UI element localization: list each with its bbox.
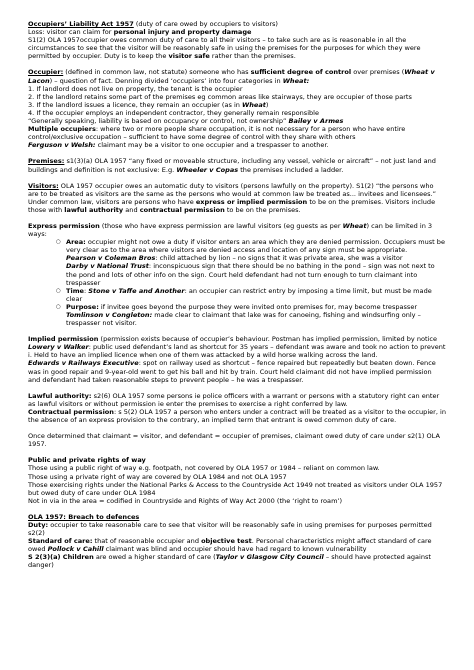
standard-of-care: Standard of care: that of reasonable occupier and objective test. Personal characteristics might affect standard of care owed Pollock v Cahill claimant was blind and occupier should have had regard to known vulnerability — [28, 537, 432, 554]
heading-ola-1957: Occupiers’ Liability Act 1957 — [28, 20, 134, 28]
express-permission-limits — [28, 238, 446, 254]
limit-purpose: ○ Purpose: if invitee goes beyond the purpose they were invited onto premises for, may become trespasser — [66, 303, 446, 311]
express-permission: Express permission (those who have express permission are lawful visitors (eg guests as per Wheat) can be limited in 3 ways: — [28, 221, 433, 239]
occupier-category-2: 2. If the landlord retains some part of the premises eg common areas like stairways, they are occupier of those parts — [28, 92, 412, 101]
edwards-case: Edwards v Railways Executive: spot on railway used as shortcut – fence repaired but repeatedly but beaten down. Fence was in good repair and 9-year-old went to get his ball and hit by train. Court held claimant did not have implied permission and defendant had taken reasonable steps to prevent people – he was a trespasser. — [28, 359, 436, 384]
express-permission-limits-2 — [28, 287, 446, 311]
once-determined: Once determined that claimant = visitor, and defendant = occupier of premises, claimant owed duty of care under s2(1) OLA 1957. — [28, 432, 440, 449]
implied-permission: Implied permission (permission exists because of occupier’s behaviour. Postman has implied permission, limited by notice — [28, 335, 438, 344]
ferguson-case: Ferguson v Welsh: claimant may be a visitor to one occupier and a trespasser to another. — [28, 141, 329, 150]
rights-of-way-2: Those using a private right of way are covered by OLA 1984 and not OLA 1957 — [28, 472, 287, 481]
visitors-definition: Visitors: OLA 1957 occupier owes an automatic duty to visitors (persons lawfully on the property). S1(2) “the persons who are to be treated as visitors are the same as the persons who would at common law be treated as... invitees and licensees.” Under common law, visitors are persons who have express or implied permission to be on the premises. Visitors include those with lawful authority and contractual permission to be on the premises. — [28, 181, 437, 214]
limit-time: ○ Time: Stone v Taffe and Another: an occupier can restrict entry by imposing a time limit, but must be made clear — [66, 287, 446, 303]
rights-of-way-4: Not in via in the area = codified in Countryside and Rights of Way Act 2000 (the ‘right to roam’) — [28, 496, 343, 505]
occupier-category-1: 1. If landlord does not live on property, the tenant is the occupier — [28, 84, 243, 93]
tomlinson-case: Tomlinson v Congleton: made clear to claimant that lake was for canoeing, fishing and windsurfing only – trespasser not visitor. — [66, 311, 421, 328]
breach-heading: OLA 1957: Breach to defences — [28, 512, 140, 521]
s1-2-paragraph: S1(2) OLA 1957occupier owes common duty of care to all their visitors – to take such are as is reasonable in all the circumstances to see that the visitor will be reasonably safe in using the premises for the purposes for which they were permitted by occupier. Duty is to keep the visitor safe rather than the premises. — [28, 36, 421, 61]
duty-line: Duty: occupier to take reasonable care to see that visitor will be reasonably safe in using premises for purposes permitted s2(2) — [28, 520, 432, 538]
premises-definition: Premises: s1(3)(a) OLA 1957 “any fixed or moveable structure, including any vessel, vehicle or aircraft” – not just land and buildings and definition is not exclusive: E.g. Wheeler v Copas the premises included a ladder. — [28, 157, 436, 174]
section-ola1957-intro: Occupiers’ Liability Act 1957 (duty of care owed by occupiers to visitors) — [28, 20, 278, 28]
rights-of-way-1: Those using a public right of way e.g. footpath, not covered by OLA 1957 or 1984 – reliant on common law. — [28, 464, 380, 473]
occupier-definition: Occupier: (defined in common law, not statute) someone who has sufficient degree of control over premises (Wheat v Lacon) – question of fact. Denning divided ‘occupiers’ into four categories in Wheat: — [28, 68, 435, 85]
occupier-category-4: 4. If the occupier employs an independent contractor, they generally remain responsible — [28, 108, 320, 117]
darby-case: Darby v National Trust: inconspicuous sign that there should be no bathing in the pond – sign was not next to the pond and lots of other info on the sign. Court held defendant had not turn enough to turn claimant into trespasser — [66, 262, 435, 287]
contractual-permission: Contractual permission: s 5(2) OLA 1957 a person who enters under a contract will be treated as a visitor to the occupier, in the absence of an express provision to the contrary, an implied term that entrant is owed common duty of care. — [28, 407, 446, 425]
rights-of-way-heading: Public and private rights of way — [28, 456, 146, 465]
pearson-case: Pearson v Coleman Bros: child attached by lion – no signs that it was private area, she was a visitor — [66, 254, 403, 263]
occupier-category-3: 3. If the landlord issues a licence, they remain an occupier (as in Wheat) — [28, 100, 269, 109]
bailey-quote: “Generally speaking, liability is based on occupancy or control, not ownership” Bailey v Armes — [28, 117, 344, 126]
loss-line: Loss: visitor can claim for personal injury and property damage — [28, 28, 252, 37]
limit-area: ○ Area: occupier might not owe a duty if visitor enters an area which they are denied permission. Occupiers must be very clear as to the area where visitors are denied access and location of any sign must be appropriate. — [66, 238, 446, 254]
children-standard: S 2(3)(a) Children are owed a higher standard of care (Taylor v Glasgow City Council – should have protected against danger) — [28, 553, 431, 570]
lawful-authority: Lawful authority: s2(6) OLA 1957 some persons ie police officers with a warrant or persons with a statutory right can enter as lawful visitors or without permission ie enter the premises to exercise a right conferred by law. — [28, 391, 440, 408]
lowery-case: Lowery v Walker: public used defendant’s land as shortcut for 35 years – defendant was aware and took no action to prevent i. Held to have an implied licence when one of them was attacked by a wild horse walking across the land. — [28, 343, 446, 360]
multiple-occupiers: Multiple occupiers: where two or more people share occupation, it is not necessary for a person who have entire control/exclusive occupation – sufficient to have some degree of control with they share with others — [28, 125, 406, 142]
rights-of-way-3: Those exercising rights under the National Parks & Access to the Countryside Act 1949 not treated as visitors under OLA 1957 but owed duty of care under OLA 1984 — [28, 480, 443, 497]
